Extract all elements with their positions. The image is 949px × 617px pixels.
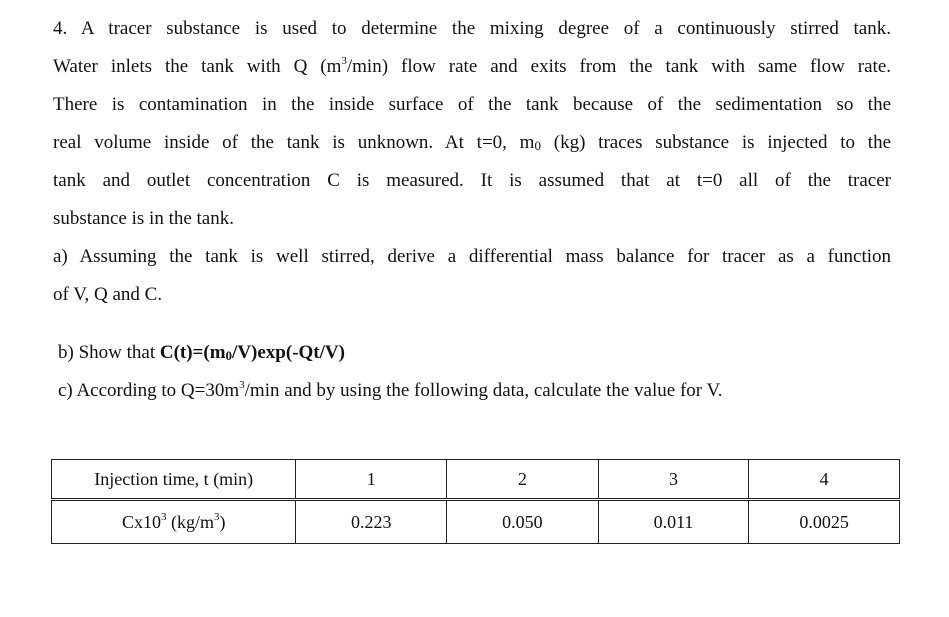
table-header-time: Injection time, t (min): [52, 460, 296, 500]
table-cell: 0.0025: [749, 500, 900, 544]
table-cell: 0.223: [296, 500, 447, 544]
problem-line-2: Water inlets the tank with Q $(m^3/\min)$ flow rate and exits from the tank with same flow rate.: [53, 55, 891, 77]
part-b-formula: $C(t)=(m_0/V)\exp(-Qt/V)$: [159, 342, 345, 363]
problem-line-3: There is contamination in the inside surface of the tank because of the sedimentation so the: [53, 94, 891, 115]
problem-line-4: real volume inside of the tank is unknown. At t=0, $m_0$ (kg) traces substance is injected to the: [53, 132, 892, 153]
table-cell: 0.050: [447, 500, 599, 544]
part-a-line-1: a) Assuming the tank is well stirred, derive a differential mass balance for tracer as a function: [53, 246, 891, 267]
problem-line-1: 4. A tracer substance is used to determine the mixing degree of a continuously stirred tank.: [53, 18, 891, 39]
table-row: [52, 500, 900, 544]
part-c: c) According to $Q=30m^3/\min$ and by using the following data, calculate the value for V.: [58, 379, 723, 401]
part-b: b) Show that $C(t)=(m_0/V)\exp(-Qt/V)$: [58, 342, 345, 363]
problem-line-6: substance is in the tank.: [53, 208, 234, 229]
table-cell: 3: [598, 460, 749, 500]
table-cell: 2: [447, 460, 599, 500]
table-cell: 1: [296, 460, 447, 500]
table-row: [52, 460, 900, 500]
table-header-concentration: $Cx10^3$ $(kg/m^3)$: [52, 500, 296, 544]
data-table: [51, 459, 900, 544]
table-cell: 4: [749, 460, 900, 500]
part-a-line-2: of V, Q and C.: [53, 284, 163, 305]
problem-line-5: tank and outlet concentration C is measured. It is assumed that at t=0 all of the tracer: [53, 170, 891, 191]
table-cell: 0.011: [598, 500, 749, 544]
problem-number: 4.: [53, 18, 68, 39]
